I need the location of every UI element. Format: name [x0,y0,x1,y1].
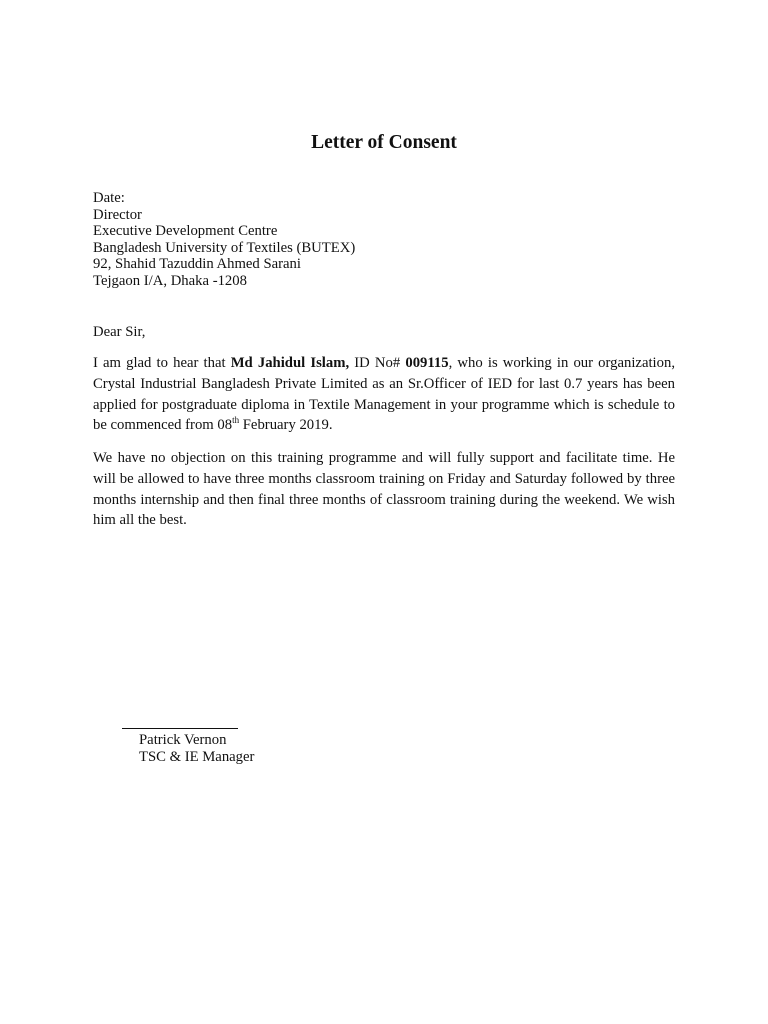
id-label: ID No# [349,355,406,371]
signatory-block [139,732,254,766]
recipient-street: 92, Shahid Tazuddin Ahmed Sarani [93,256,301,273]
signatory-title: TSC & IE Manager [139,749,255,765]
para1-intro: I am glad to hear that [93,355,231,371]
paragraph-consent: We have no objection on this training programme and will fully support and facilitate time. He will be allowed to have three months classroom training on Friday and Saturday followed by three months internship and then final three months of classroom training during the weekend. We wish him all the best. [93,450,675,529]
day-suffix: th [232,415,240,426]
paragraph-introduction [93,353,675,436]
date-line: Date: [93,190,125,206]
recipient-address-block [93,190,693,290]
signatory-name: Patrick Vernon [139,732,227,748]
recipient-department: Executive Development Centre [93,223,278,240]
para1-date-end: February 2019. [239,417,333,434]
employee-name: Md Jahidul Islam, [230,355,350,371]
letter-title: Letter of Consent [311,132,457,153]
employee-id: 009115 [405,355,449,371]
signature-line [122,728,238,729]
recipient-institution: Bangladesh University of Textiles (BUTEX) [93,239,356,256]
para1-body: , who is working in our organization, Crystal Industrial Bangladesh Private Limited as an Sr.Officer of IED for last 0.7 years has been applied for postgraduate diploma in Textile Management in your programme which is schedule to be commenced from 08 [93,355,675,434]
recipient-title: Director [93,206,142,223]
salutation: Dear Sir, [93,324,146,340]
recipient-city: Tejgaon I/A, Dhaka -1208 [93,272,247,289]
